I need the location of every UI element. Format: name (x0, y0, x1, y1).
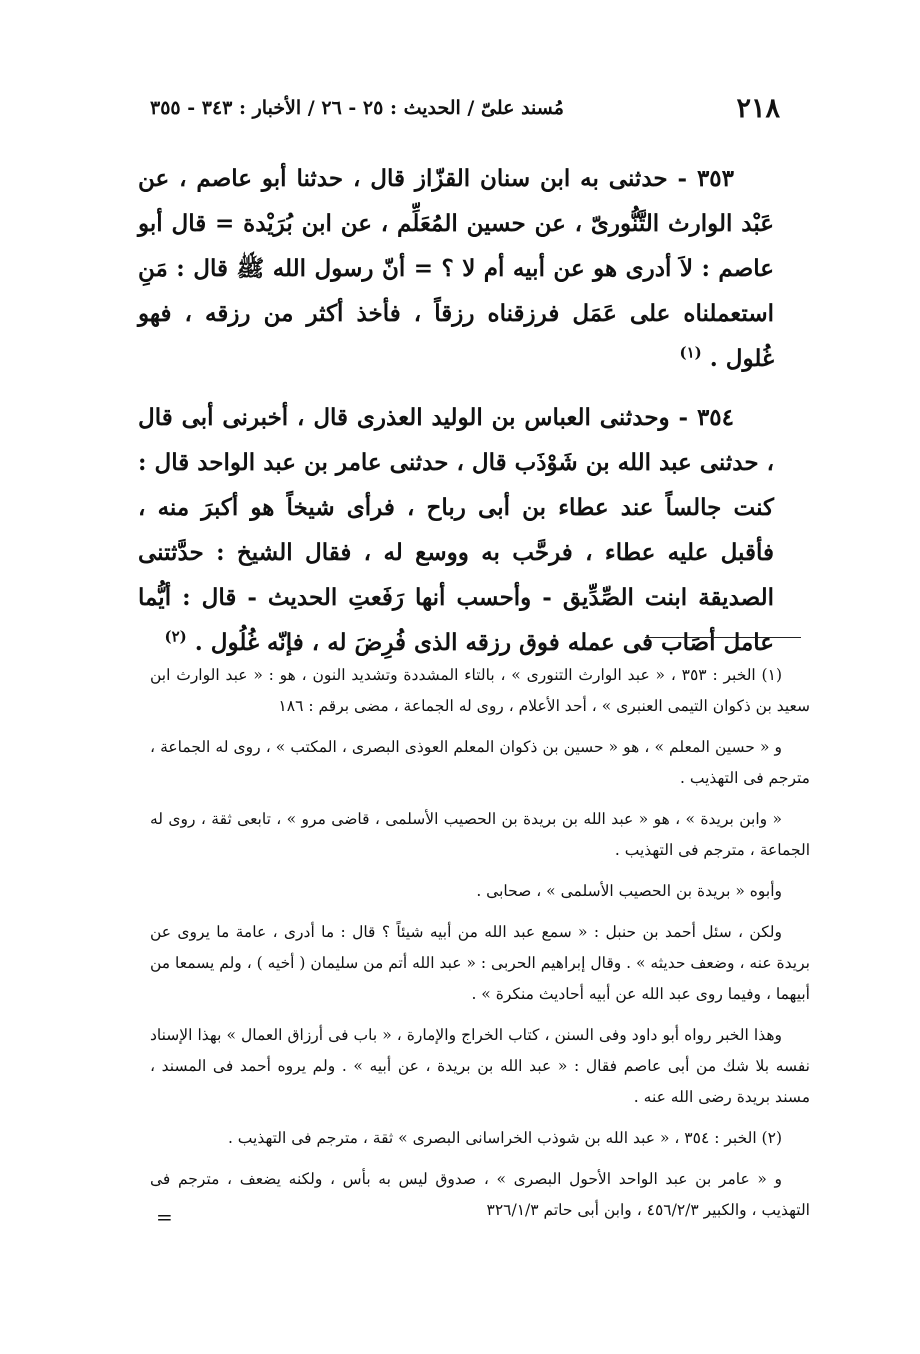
footnote-paragraph: (٢) الخبر : ٣٥٤ ، « عبد الله بن شوذب الخراسانى البصرى » ثقة ، مترجم فى التهذيب . (227, 1129, 782, 1147)
footnote-paragraph: وأبوه « بريدة بن الحصيب الأسلمى » ، صحابى . (476, 882, 782, 900)
footnote-paragraph: و « حسين المعلم » ، هو « حسين بن ذكوان المعلم العوذى البصرى ، المكتب » ، روى له الجماعة ، مترجم فى التهذيب . (150, 738, 810, 787)
footnote-paragraph: « وابن بريدة » ، هو « عبد الله بن بريدة بن الحصيب الأسلمى ، قاضى مرو » ، تابعى ثقة ، روى له الجماعة ، مترجم فى التهذيب . (150, 810, 810, 859)
footnote-marker: (١) (679, 343, 702, 362)
running-head: مُسند علىّ / الحديث : ٢٥ - ٢٦ / الأخبار : ٣٤٣ - ٣٥٥ (150, 97, 564, 119)
footnote-paragraph: وهذا الخبر رواه أبو داود وفى السنن ، كتاب الخراج والإمارة ، « باب فى أرزاق العمال » بهذا الإسناد نفسه بلا شك من أبى عاصم فقال : « عبد الله بن بريدة ، عن أبيه » . ولم يروه أحمد فى المسند ، مسند بريدة رضى الله عنه . (150, 1026, 810, 1106)
footnote-paragraph: ولكن ، سئل أحمد بن حنبل : « سمع عبد الله من أبيه شيئاً ؟ قال : ما أدرى ، عامة ما يروى عن بريدة عنه ، وضعف حديثه » . وقال إبراهيم الحربى : « عبد الله أتم من سليمان ( أخيه ) ، ولم يسمعا من أبيهما ، وفيما روى عبد الله عن أبيه أحاديث منكرة » . (150, 923, 810, 1003)
continuation-mark: = (156, 1205, 173, 1229)
paragraph-text: ٣٥٣ - حدثنى به ابن سنان القزّاز قال ، حدثنا أبو عاصم ، عن عَبْد الوارث التَّنُّورىّ ، عن حسين المُعَلِّم ، عن ابن بُرَيْدة = قال أبو عاصم : لاَ أدرى هو عن أبيه أم لا ؟ = أنّ رسول الله ﷺ قال : مَنِ استعملناه على عَمَل فرزقناه رزقاً ، فأخذ أكثر من رزقه ، فهو غُلول . (138, 165, 774, 372)
page-header (150, 88, 780, 128)
footnotes (150, 660, 810, 1236)
paragraph-text: ٣٥٤ - وحدثنى العباس بن الوليد العذرى قال ، أخبرنى أبى قال ، حدثنى عبد الله بن شَوْذَب قال ، حدثنى عامر بن عبد الواحد قال : كنت جالساً عند عطاء بن أبى رباح ، فرأى شيخاً هو أكبرَ منه ، فأقبل عليه عطاء ، فرحَّب به ووسع له ، فقال الشيخ : حدَّثتنى الصديقة ابنت الصِّدِّيق - وأحسب أنها رَفَعتِ الحديث - قال : أيُّما عامل أصَاب فى عمله فوق رزقه الذى فُرِضَ له ، فإنّه غُلُول . (138, 404, 774, 656)
main-text (138, 156, 774, 679)
footnote-separator (645, 637, 801, 638)
hadith-paragraph (138, 156, 774, 381)
footnote-paragraph: و « عامر بن عبد الواحد الأحول البصرى » ، صدوق ليس به بأس ، ولكنه يضعف ، مترجم فى التهذيب ، والكبير ٤٥٦/٢/٣ ، وابن أبى حاتم ٣٢٦/١/٣ (150, 1170, 810, 1219)
hadith-paragraph (138, 395, 774, 665)
page-number: ٢١٨ (736, 92, 780, 124)
footnote-marker: (٢) (164, 627, 187, 646)
footnote-paragraph: (١) الخبر : ٣٥٣ ، « عبد الوارث التنورى » ، بالتاء المشددة وتشديد النون ، هو : « عبد الوارث ابن سعيد بن ذكوان التيمى العنبرى » ، أحد الأعلام ، روى له الجماعة ، مضى برقم : ١٨٦ (150, 666, 810, 715)
